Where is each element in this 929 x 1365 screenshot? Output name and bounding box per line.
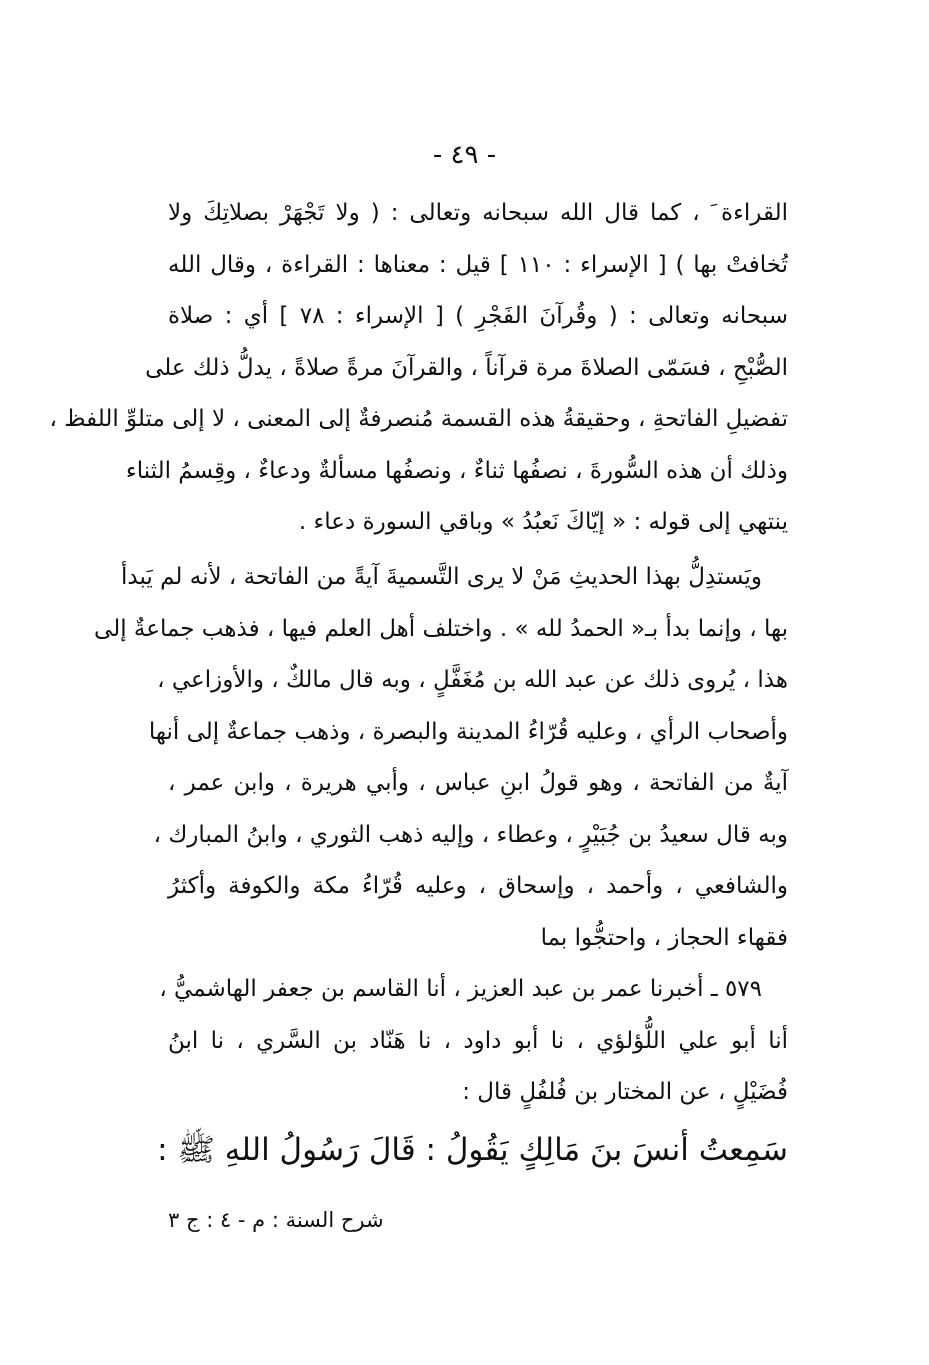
paragraph-1 [49, 188, 788, 549]
text-line: سبحانه وتعالى : ( وقُرآنَ الفَجْرِ ) [ الإسراء : ٧٨ ] أي : صلاة [168, 303, 788, 329]
text-line: فقهاء الحجاز ، واحتجُّوا بما [540, 924, 788, 951]
footer-signature: شرح السنة : م - ٤ : ج ٣ [168, 1208, 384, 1232]
text-line: ينتهي إلى قوله : « إيّاكَ نَعبُدُ » وباقي السورة دعاء . [298, 509, 788, 535]
text-line: ويَستدِلُّ بهذا الحديثِ مَنْ لا يرى التَّسميةَ آيةً من الفاتحة ، لأنه لم يَبدأ [121, 564, 762, 590]
text-line: ٥٧٩ ـ أخبرنا عمر بن عبد العزيز ، أنا القاسم بن جعفر الهاشميُّ ، [159, 976, 762, 1002]
text-line: هذا ، يُروى ذلك عن عبد الله بن مُغَفَّلٍ ، وبه قال مالكٌ ، والأوزاعي ، [157, 667, 788, 693]
text-line: تفضيلِ الفاتحةِ ، وحقيقةُ هذه القسمة مُنصرفةٌ إلى المعنى ، لا إلى متلوِّ اللفظ ، [49, 406, 788, 432]
page-number: - ٤٩ - [432, 140, 497, 170]
text-line: الصُّبْحِ ، فسَمّى الصلاةَ مرة قرآناً ، والقرآنَ مرةً صلاةً ، يدلُّ ذلك على [145, 354, 788, 381]
paragraph-3 [159, 964, 788, 1119]
paragraph-2 [94, 552, 788, 964]
text-line: القراءة َ ، كما قال الله سبحانه وتعالى : ( ولا تَجْهَرْ بصلاتِكَ ولا [168, 200, 788, 226]
text-line: تُخافتْ بها ) [ الإسراء : ١١٠ ] قيل : معناها : القراءة ، وقال الله [168, 251, 788, 278]
text-line: والشافعي ، وأحمد ، وإسحاق ، وعليه قُرّاءُ مكة والكوفة وأكثرُ [168, 873, 788, 899]
text-line: وأصحاب الرأي ، وعليه قُرّاءُ المدينة والبصرة ، وذهب جماعةٌ إلى أنها [148, 718, 788, 745]
text-line: بها ، وإنما بدأ بـ« الحمدُ لله » . واختلف أهل العلم فيها ، فذهب جماعةٌ إلى [94, 615, 788, 642]
text-line: آيةٌ من الفاتحة ، وهو قولُ ابنِ عباس ، وأبي هريرة ، وابن عمر ، [168, 770, 788, 796]
text-line: وبه قال سعيدُ بن جُبَيْرٍ ، وعطاء ، وإليه ذهب الثوري ، وابنُ المبارك ، [153, 821, 788, 848]
text-line: فُضَيْلٍ ، عن المختار بن فُلفُلٍ قال : [462, 1079, 788, 1105]
text-line: وذلك أن هذه السُّورةَ ، نصفُها ثناءٌ ، ونصفُها مسألةٌ ودعاءٌ ، وقِسمُ الثناء [125, 457, 788, 484]
hadith-line: سَمِعتُ أنسَ بنَ مَالِكٍ يَقُولُ : قَالَ رَسُولُ اللهِ ﷺ : [157, 1132, 788, 1168]
text-line: أنا أبو علي اللُّؤلؤي ، نا أبو داود ، نا هَنّاد بن السَّري ، نا ابنُ [168, 1027, 788, 1054]
